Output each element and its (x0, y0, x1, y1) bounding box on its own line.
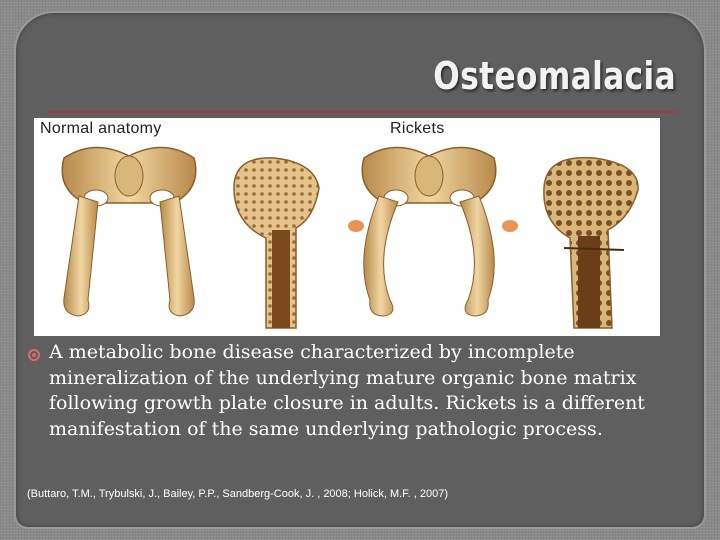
rickets-femur-section-icon (544, 158, 638, 328)
bone-illustration (34, 118, 660, 336)
normal-pelvis-icon (62, 147, 196, 316)
citation: (Buttaro, T.M., Trybulski, J., Bailey, P.P., Sandberg-Cook, J. , 2008; Holick, M.F. , 2007) (27, 488, 449, 500)
bullet-icon (28, 349, 40, 361)
slide-title: Osteomalacia (433, 54, 676, 98)
title-divider (48, 111, 678, 113)
normal-femur-section-icon (234, 158, 319, 328)
bullet-text: A metabolic bone disease characterized by incomplete mineralization of the underlying mature organic bone matrix following growth plate closure in adults. Rickets is a different manifestation of the same underlying pathologic process. (49, 341, 645, 440)
rickets-pelvis-icon (348, 147, 518, 316)
label-rickets: Rickets (390, 120, 445, 137)
label-normal-anatomy: Normal anatomy (40, 120, 162, 137)
anatomy-figure (34, 118, 660, 336)
